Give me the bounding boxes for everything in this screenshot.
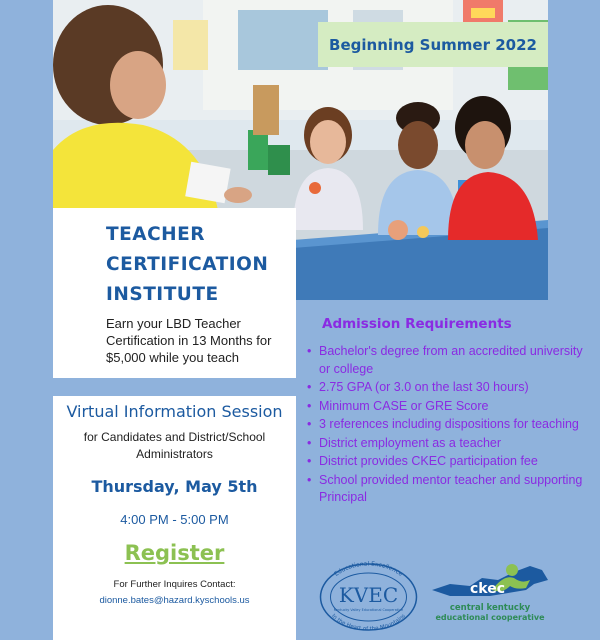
list-item: • 2.75 GPA (or 3.0 on the last 30 hours) bbox=[305, 379, 585, 397]
title-card bbox=[53, 208, 296, 378]
requirements-list bbox=[305, 343, 585, 507]
banner-text: Beginning Summer 2022 bbox=[329, 35, 537, 54]
ckec-line-2: educational cooperative bbox=[435, 613, 545, 622]
kvec-inner-text: Kentucky Valley Educational Cooperative bbox=[333, 608, 404, 612]
session-date: Thursday, May 5th bbox=[91, 477, 258, 496]
contact-label: For Further Inquires Contact: bbox=[113, 579, 236, 590]
requirements-heading: Admission Requirements bbox=[322, 316, 512, 332]
ckec-name: ckec bbox=[470, 581, 506, 597]
title-line-2: CERTIFICATION bbox=[106, 254, 269, 275]
admission-requirements bbox=[305, 316, 585, 508]
kvec-arc-bottom: In the Heart of the Mountains bbox=[330, 613, 407, 632]
kvec-name: KVEC bbox=[338, 583, 399, 607]
session-subtitle: for Candidates and District/School Administrators bbox=[83, 430, 266, 461]
program-title bbox=[106, 220, 286, 310]
title-line-3: INSTITUTE bbox=[106, 284, 219, 305]
svg-text:In the Heart of the Mountains bbox=[330, 613, 407, 632]
register-link[interactable]: Register bbox=[124, 541, 225, 565]
session-time: 4:00 PM - 5:00 PM bbox=[120, 512, 229, 527]
ckec-logo bbox=[430, 560, 550, 632]
contact-email-link[interactable]: dionne.bates@hazard.kyschools.us bbox=[99, 595, 250, 606]
session-title: Virtual Information Session bbox=[66, 402, 283, 421]
info-session-card bbox=[53, 396, 296, 640]
list-item: • 3 references including dispositions for teaching bbox=[305, 416, 585, 434]
title-line-1: TEACHER bbox=[106, 224, 206, 245]
list-item: • District provides CKEC participation fee bbox=[305, 453, 585, 471]
ckec-line-1: central kentucky bbox=[449, 603, 531, 613]
list-item: • School provided mentor teacher and supporting Principal bbox=[305, 472, 585, 507]
list-item: • Minimum CASE or GRE Score bbox=[305, 398, 585, 416]
list-item: • Bachelor's degree from an accredited university or college bbox=[305, 343, 585, 378]
start-date-banner bbox=[318, 22, 548, 67]
program-description: Earn your LBD Teacher Certification in 13 Months for $5,000 while you teach bbox=[106, 316, 272, 365]
list-item: • District employment as a teacher bbox=[305, 435, 585, 453]
kvec-arc-top: Educational Excellence bbox=[333, 560, 404, 578]
svg-text:Educational Excellence bbox=[333, 561, 404, 578]
kvec-logo bbox=[316, 560, 421, 632]
